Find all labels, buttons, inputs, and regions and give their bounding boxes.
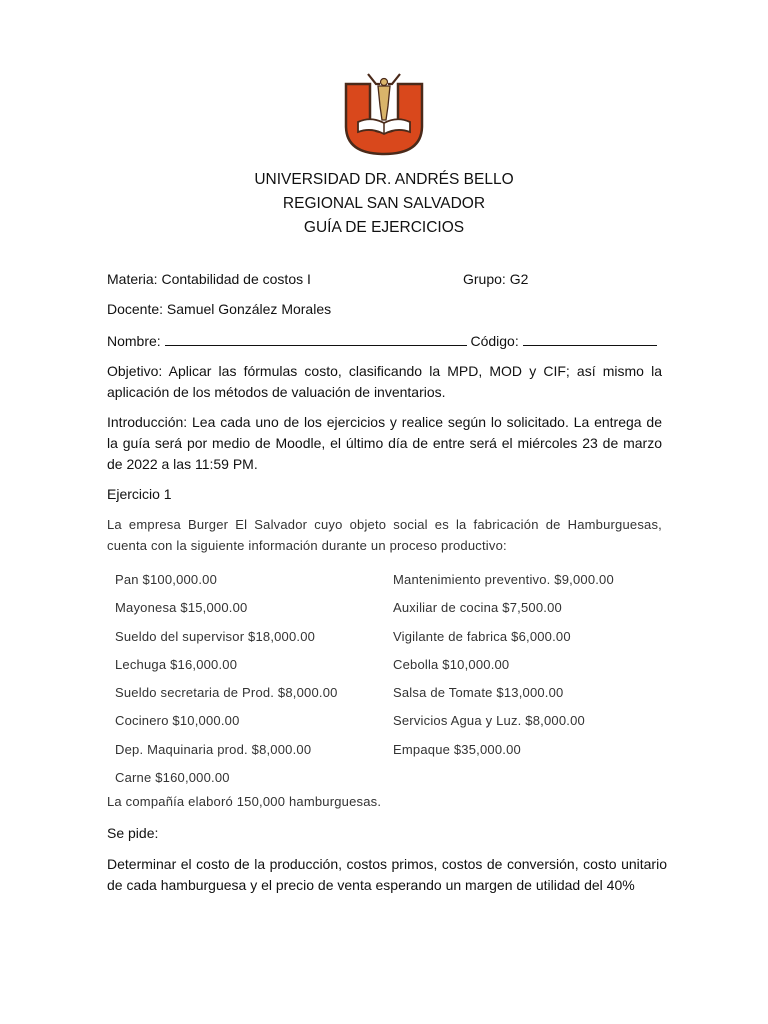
codigo-label: Código:	[470, 333, 519, 349]
se-pide-heading: Se pide:	[107, 825, 159, 841]
introduccion-paragraph: Introducción: Lea cada uno de los ejercicios y realice según lo solicitado. La entrega de la guía será por medio de Moodle, el último día de entre será el miércoles 23 de marzo de 2022 a las 11:59 PM.	[107, 414, 662, 472]
regional-name: REGIONAL SAN SALVADOR	[282, 195, 486, 212]
codigo-blank	[523, 333, 657, 346]
list-item: Mayonesa $15,000.00	[115, 600, 248, 616]
grupo-line: Grupo: G2	[463, 271, 529, 287]
determinar-paragraph: Determinar el costo de la producción, costos primos, costos de conversión, costo unitario de cada hamburguesa y el precio de venta esperando un margen de utilidad del 40%	[107, 856, 667, 893]
nombre-field	[107, 333, 657, 349]
list-item: Mantenimiento preventivo. $9,000.00	[393, 572, 614, 587]
list-item: Salsa de Tomate $13,000.00	[393, 685, 564, 701]
list-item: Sueldo del supervisor $18,000.00	[115, 628, 316, 644]
list-item: Cebolla $10,000.00	[393, 656, 510, 672]
objetivo-paragraph: Objetivo: Aplicar las fórmulas costo, clasificando la MPD, MOD y CIF; así mismo la aplicación de los métodos de valuación de inventarios.	[107, 363, 662, 400]
list-item: Cocinero $10,000.00	[115, 713, 240, 729]
ejercicio-description: La empresa Burger El Salvador cuyo objeto social es la fabricación de Hamburguesas, cuenta con la siguiente información durante un proceso productivo:	[107, 517, 662, 553]
materia-line: Materia: Contabilidad de costos I	[107, 271, 311, 287]
university-name: UNIVERSIDAD DR. ANDRÉS BELLO	[254, 171, 514, 188]
list-item: Empaque $35,000.00	[393, 741, 521, 757]
university-logo	[344, 70, 424, 156]
list-item: Auxiliar de cocina $7,500.00	[393, 600, 562, 616]
document-header	[0, 168, 768, 240]
list-item: Pan $100,000.00	[115, 572, 218, 587]
docente-line: Docente: Samuel González Morales	[107, 301, 332, 317]
nombre-label: Nombre:	[107, 333, 161, 349]
list-item: Lechuga $16,000.00	[115, 656, 238, 672]
list-item: Sueldo secretaria de Prod. $8,000.00	[115, 685, 338, 701]
ejercicio-title: Ejercicio 1	[107, 486, 172, 502]
items-left-column	[115, 566, 338, 792]
list-item: Dep. Maquinaria prod. $8,000.00	[115, 741, 312, 757]
guide-title: GUÍA DE EJERCICIOS	[303, 219, 465, 236]
nombre-blank	[165, 333, 467, 346]
list-item: Vigilante de fabrica $6,000.00	[393, 628, 571, 644]
items-right-column	[393, 566, 614, 764]
production-statement: La compañía elaboró 150,000 hamburguesas.	[107, 794, 382, 809]
list-item: Servicios Agua y Luz. $8,000.00	[393, 713, 585, 729]
list-item: Carne $160,000.00	[115, 770, 230, 786]
